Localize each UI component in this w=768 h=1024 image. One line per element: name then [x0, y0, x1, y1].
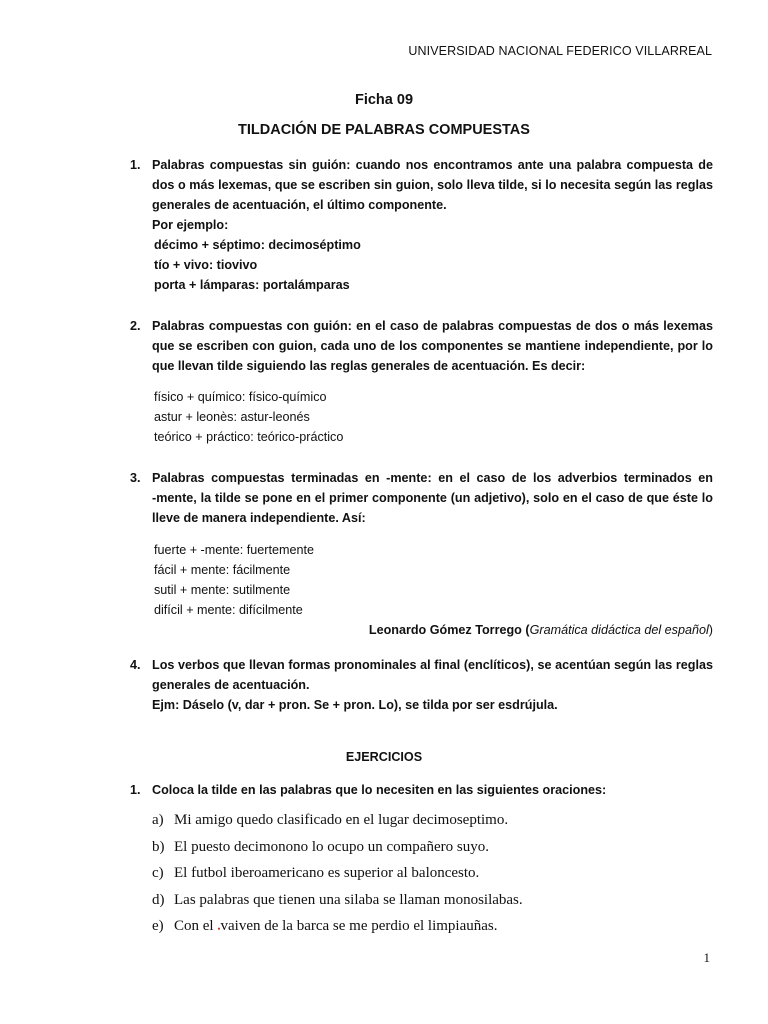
item-text-before: Con el: [174, 918, 214, 934]
item-text: Las palabras que tienen una silaba se llaman monosilabas.: [174, 891, 523, 908]
section-number: 1.: [130, 158, 141, 172]
section-body: [152, 316, 713, 447]
item-letter: b): [152, 838, 165, 855]
section-number: 4.: [130, 658, 141, 672]
item-text: [174, 918, 497, 945]
example-list: [154, 540, 713, 620]
example-line: fuerte + -mente: fuertemente: [154, 543, 314, 557]
section-number: 2.: [130, 319, 141, 333]
section-lead: Palabras compuestas con guión: [152, 319, 348, 333]
item-letter: a): [152, 812, 164, 828]
author-citation: [152, 620, 713, 640]
section-text: : en el caso de los adverbios terminados en -mente, la tilde se pone en el primer componente (un adjetivo), solo en el caso de que éste lo lleve de manera independiente. Así:: [152, 471, 756, 525]
book-title: Gramática didáctica del español: [529, 623, 709, 637]
example-line: astur + leonès: astur-leonés: [154, 410, 310, 424]
item-letter: c): [152, 865, 164, 881]
page-header: UNIVERSIDAD NACIONAL FEDERICO VILLARREAL: [408, 44, 712, 58]
exercise-item: [152, 918, 712, 945]
example-line: porta + lámparas: portalámparas: [154, 278, 350, 292]
item-text: El futbol iberoamericano es superior al baloncesto.: [174, 865, 480, 881]
section-example: Ejm: Dáselo (v, dar + pron. Se + pron. Lo), se tilda por ser esdrújula.: [152, 698, 558, 712]
example-list: [154, 235, 713, 295]
topic-title: TILDACIÓN DE PALABRAS COMPUESTAS: [238, 122, 530, 138]
section-body: [152, 155, 713, 295]
section-2: [130, 316, 713, 447]
cursor-mark-icon: •: [217, 924, 221, 934]
exercise-list: [152, 812, 712, 945]
exercises-title: EJERCICIOS: [345, 750, 423, 764]
section-text: : cuando nos encontramos ante una palabra compuesta de dos o más lexemas, que se escriben sin guion, solo lleva tilde, si lo necesita según las reglas generales de acentuación, el último componente.: [152, 158, 713, 212]
exercise-item: [152, 892, 712, 919]
item-text: El puesto decimonono lo ocupo un compañero suyo.: [174, 838, 489, 855]
exercise-instruction: [130, 780, 713, 800]
ficha-title: Ficha 09: [354, 92, 414, 108]
example-line: tío + vivo: tiovivo: [154, 258, 258, 272]
section-4: [130, 655, 713, 715]
example-line: décimo + séptimo: decimoséptimo: [154, 238, 361, 252]
example-list: [154, 387, 713, 447]
item-letter: e): [152, 918, 164, 934]
item-letter: d): [152, 891, 165, 908]
item-text-after: vaiven de la barca se me perdio el limpiauñas.: [220, 918, 498, 934]
example-line: teórico + práctico: teórico-práctico: [154, 430, 344, 444]
section-3: [130, 468, 756, 640]
section-body: [152, 468, 756, 640]
example-line: difícil + mente: difícilmente: [154, 603, 303, 617]
author-close: ): [708, 623, 713, 637]
item-text: Mi amigo quedo clasificado en el lugar decimoseptimo.: [174, 812, 509, 828]
section-lead: Palabras compuestas terminadas en -mente: [152, 471, 428, 485]
exercise-item: [152, 839, 712, 866]
page-number: 1: [703, 950, 710, 965]
example-line: físico + químico: físico-químico: [154, 390, 327, 404]
example-line: sutil + mente: sutilmente: [154, 583, 291, 597]
instruction-text: Coloca la tilde en las palabras que lo necesiten en las siguientes oraciones:: [152, 783, 607, 797]
section-number: 3.: [130, 471, 141, 485]
exercise-number: 1.: [130, 783, 141, 797]
author-name: Leonardo Gómez Torrego (: [368, 623, 530, 637]
exercise-item: [152, 812, 712, 839]
section-text: Los verbos que llevan formas pronominales al final (enclíticos), se acentúan según las reglas generales de acentuación.: [152, 658, 713, 692]
example-intro: Por ejemplo:: [152, 218, 229, 232]
section-text: : en el caso de palabras compuestas de dos o más lexemas que se escriben con guion, cada uno de los componentes se mantiene independiente, por lo que llevan tilde siguiendo las reglas generales de acentuación. Es decir:: [152, 319, 714, 373]
example-line: fácil + mente: fácilmente: [154, 563, 291, 577]
exercise-item: [152, 865, 712, 892]
section-1: [130, 155, 713, 295]
section-lead: Palabras compuestas sin guión: [152, 158, 347, 172]
section-body: [152, 655, 713, 715]
